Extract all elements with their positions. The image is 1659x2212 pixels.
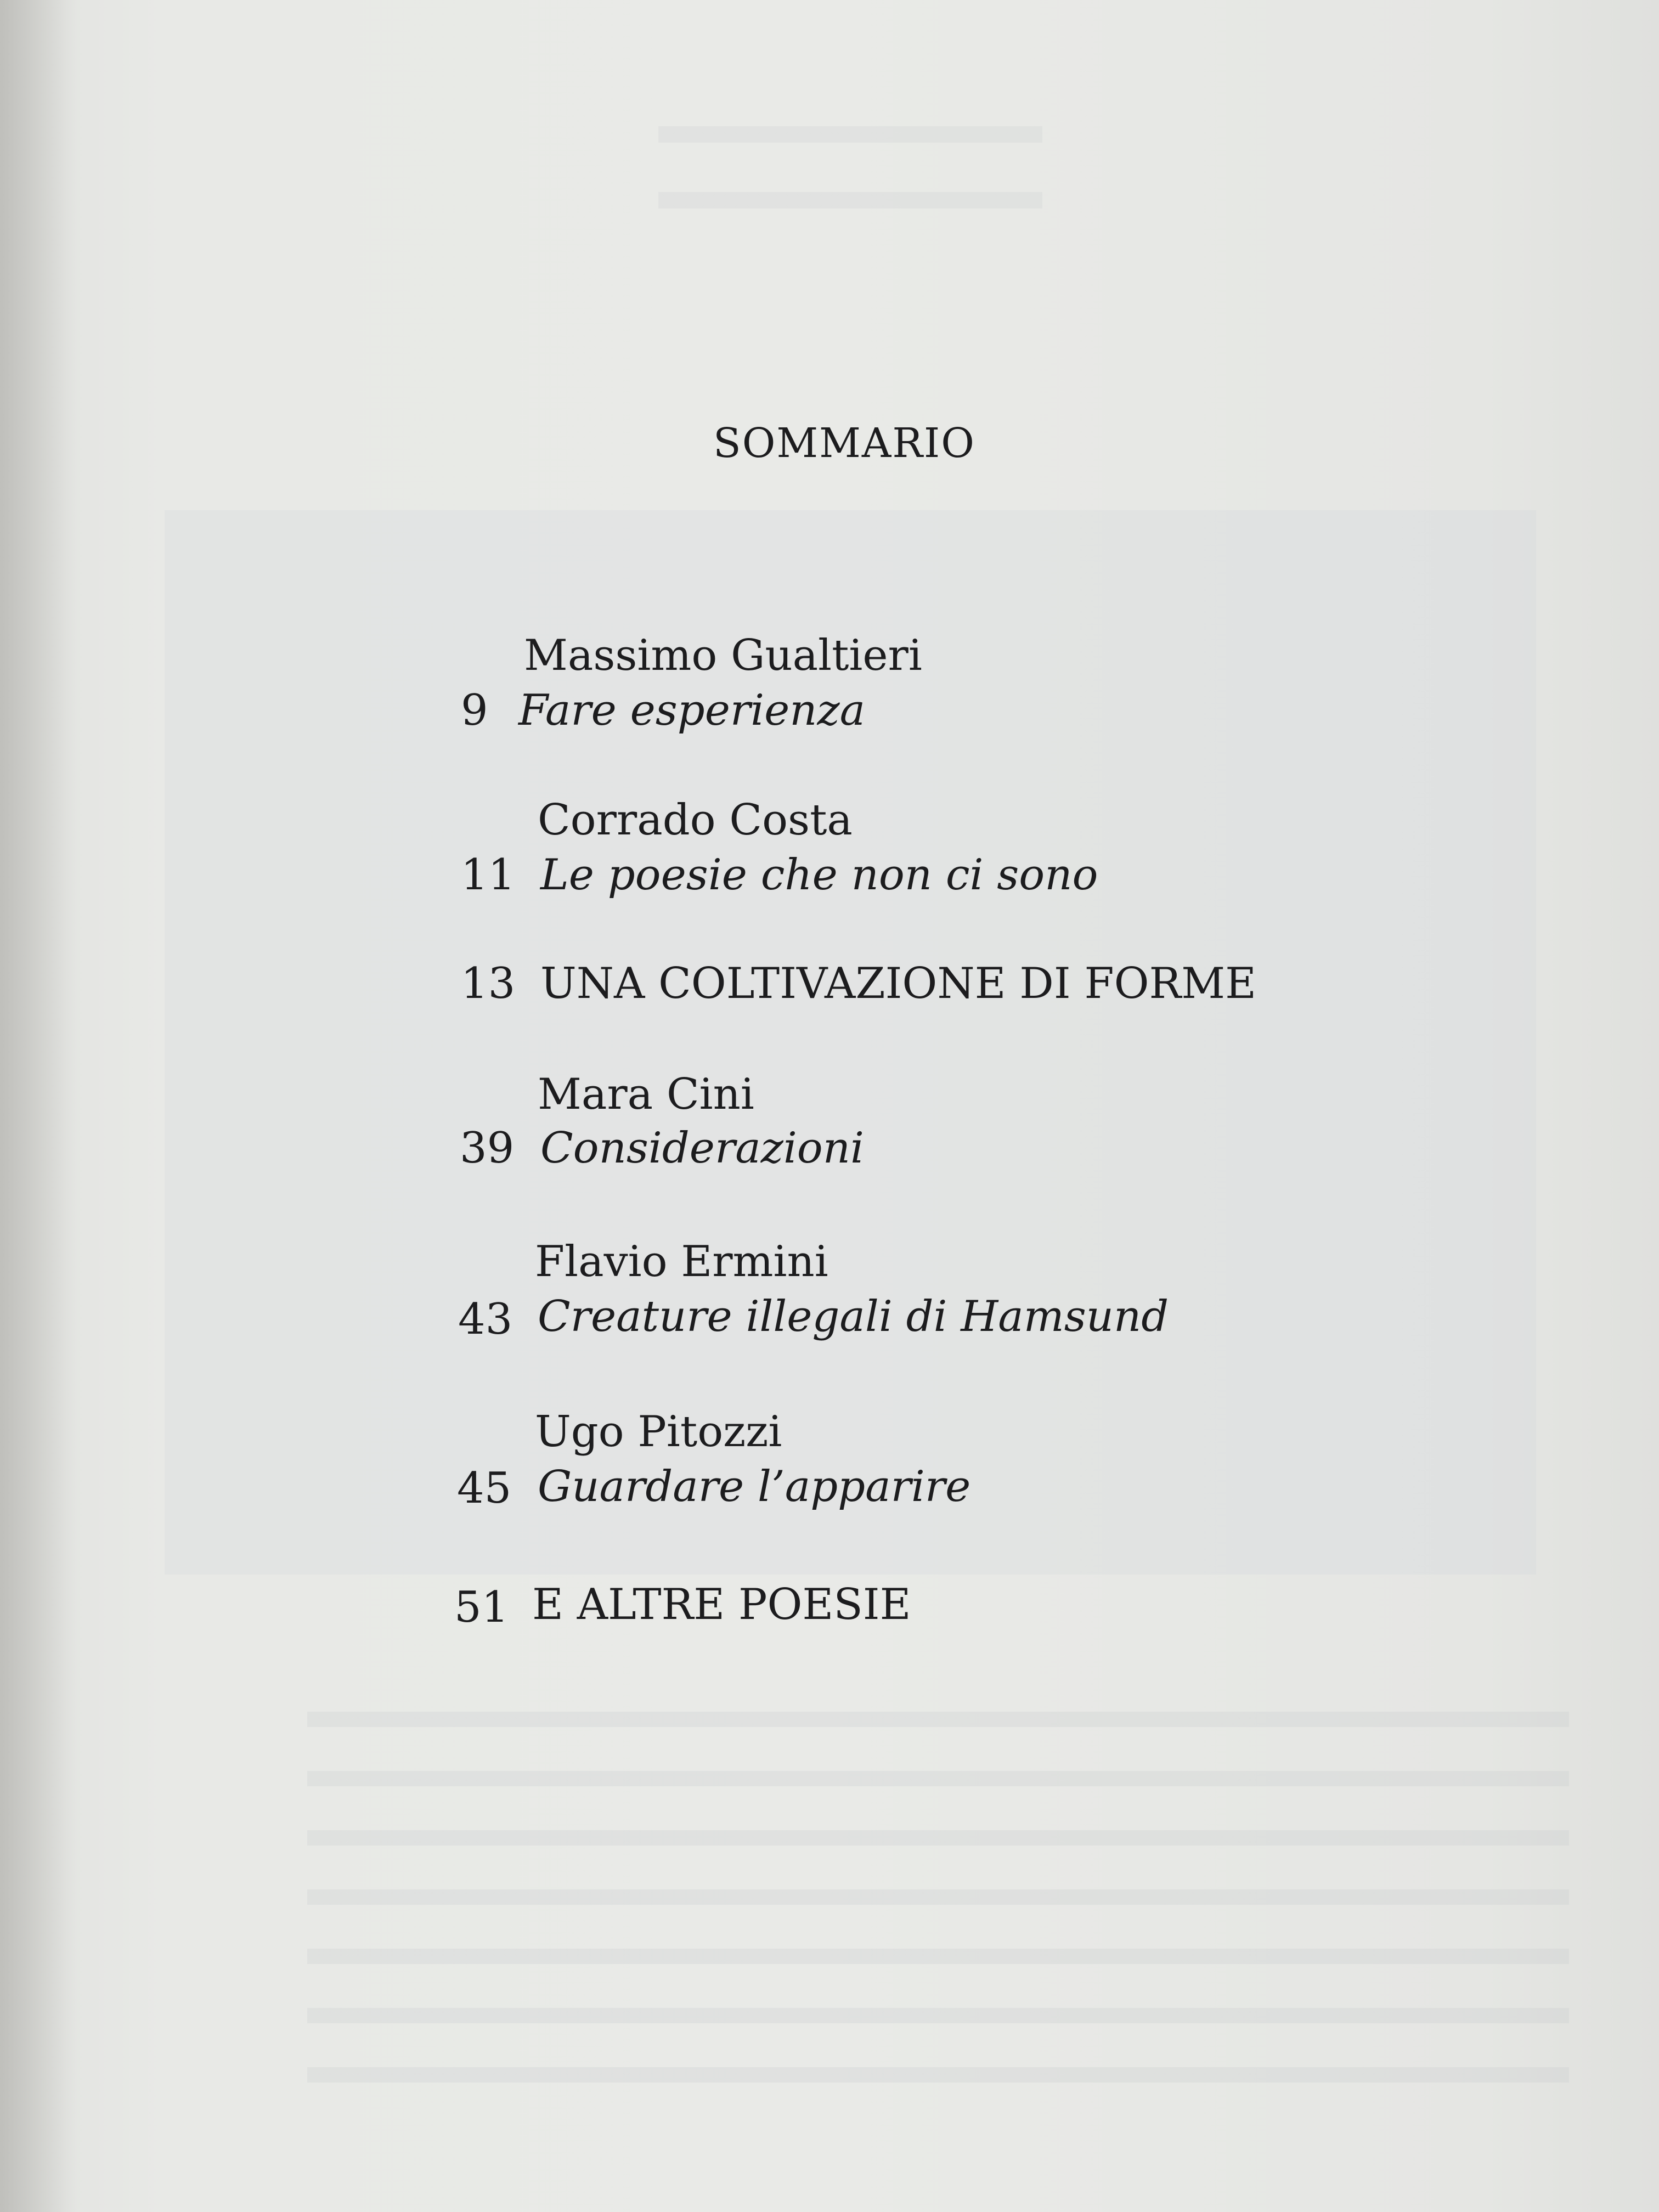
toc-page-number: 39 xyxy=(460,1124,515,1173)
toc-work-title: Guardare l’apparire xyxy=(538,1462,971,1511)
toc-work-title: Creature illegali di Hamsund xyxy=(538,1292,1169,1341)
bleed-through-top xyxy=(658,110,1042,219)
toc-author: Corrado Costa xyxy=(538,795,853,845)
toc-section-title: E ALTRE POESIE xyxy=(532,1580,911,1629)
toc-page-number: 51 xyxy=(454,1583,509,1632)
page-title: SOMMARIO xyxy=(713,420,975,467)
toc-author: Flavio Ermini xyxy=(535,1237,828,1286)
toc-page-number: 43 xyxy=(458,1295,513,1344)
toc-work-title: Fare esperienza xyxy=(518,686,866,735)
toc-section-title: UNA COLTIVAZIONE DI FORME xyxy=(540,959,1257,1008)
toc-author: Ugo Pitozzi xyxy=(535,1407,782,1457)
toc-page-number: 13 xyxy=(461,959,516,1008)
toc-page-number: 9 xyxy=(461,686,488,735)
toc-work-title: Considerazioni xyxy=(540,1124,864,1173)
toc-page-number: 11 xyxy=(461,850,516,900)
toc-author: Massimo Gualtieri xyxy=(524,631,922,680)
toc-author: Mara Cini xyxy=(538,1070,754,1119)
gutter-shadow xyxy=(0,0,77,2212)
toc-work-title: Le poesie che non ci sono xyxy=(540,850,1098,900)
bleed-through-lines xyxy=(307,1690,1569,2107)
toc-page-number: 45 xyxy=(457,1464,512,1513)
